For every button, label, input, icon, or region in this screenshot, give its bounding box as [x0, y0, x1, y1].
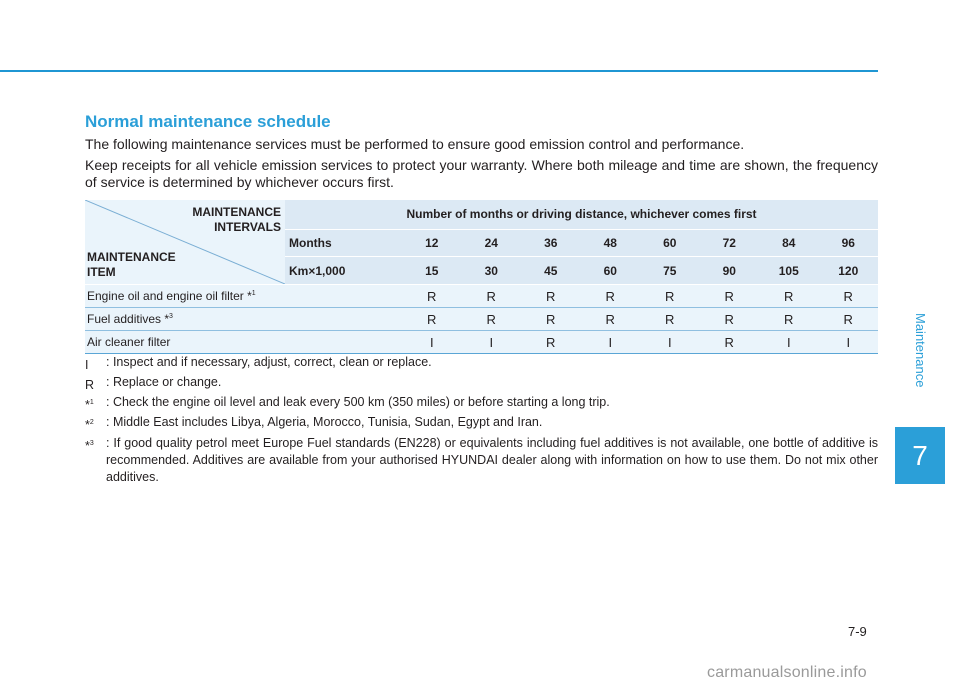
months-label: Months [289, 236, 332, 250]
service-action-cell: R [462, 308, 522, 331]
service-action-cell: I [819, 331, 879, 354]
legend-key: *$^2$ [85, 418, 94, 433]
chapter-tab: 7 [895, 427, 945, 484]
maintenance-schedule-table [85, 200, 878, 354]
item-name: Fuel additives *$^3$ [85, 308, 402, 331]
legend-key: *$^1$ [85, 398, 94, 413]
legend-key: R [85, 378, 95, 393]
chapter-label: Maintenance [913, 313, 928, 388]
km-value: 75 [663, 263, 677, 278]
months-value: 72 [722, 236, 736, 250]
service-action-cell: R [402, 285, 462, 308]
service-action-cell: R [521, 308, 581, 331]
km-value: 105 [778, 263, 799, 278]
service-action-cell: R [581, 308, 641, 331]
legend-text: : Check the engine oil level and leak every 500 km (350 miles) or before starting a long trip. [106, 395, 610, 410]
watermark: carmanualsonline.info [707, 664, 867, 681]
intro-text [85, 136, 878, 195]
km-value: 60 [603, 263, 617, 278]
service-action-cell: I [581, 331, 641, 354]
km-value: 90 [722, 263, 736, 278]
legend-note [85, 435, 878, 486]
service-action-cell: R [700, 331, 760, 354]
intro-paragraph-1: The following maintenance services must be performed to ensure good emission control and performance. [85, 136, 745, 152]
service-action-cell: R [521, 285, 581, 308]
months-value: 24 [484, 236, 498, 250]
service-action-cell: R [819, 285, 879, 308]
interval-span-header: Number of months or driving distance, whichever comes first [285, 200, 878, 229]
top-rule [0, 70, 878, 72]
legend-note [85, 414, 878, 434]
corner-label-intervals [192, 205, 281, 235]
item-name: Engine oil and engine oil filter *$^1$ [85, 285, 402, 308]
service-action-cell: I [462, 331, 522, 354]
section-title: Normal maintenance schedule [85, 112, 331, 131]
legend-key: I [85, 358, 89, 373]
legend-key: *$^3$ [85, 438, 94, 453]
intro-paragraph-2: Keep receipts for all vehicle emission services to protect your warranty. Where both mileage and time are shown, the frequency of service is determined by whichever occurs first. [85, 157, 878, 190]
legend-notes [85, 354, 878, 486]
months-value: 12 [425, 236, 439, 250]
months-value: 36 [544, 236, 558, 250]
legend-note [85, 394, 878, 414]
legend-text: : If good quality petrol meet Europe Fuel standards (EN228) or equivalents including fuel additives is not available, one bottle of additive is recommended. Additives are available from your authorised HYUNDAI dealer along with information on how to use them. Do not mix other additives. [106, 435, 878, 484]
corner-item-line-1: MAINTENANCE [87, 250, 176, 264]
table-row [85, 331, 878, 354]
corner-label-item [87, 250, 176, 280]
km-label: Km×1,000 [289, 263, 346, 278]
service-action-cell: R [700, 308, 760, 331]
table-row [85, 308, 878, 331]
service-action-cell: I [402, 331, 462, 354]
table-row [85, 285, 878, 308]
months-value: 48 [603, 236, 617, 250]
service-action-cell: R [640, 308, 700, 331]
km-value: 45 [544, 263, 558, 278]
corner-intervals-line-1: MAINTENANCE [192, 205, 281, 219]
page-number: 7-9 [848, 624, 867, 639]
legend-text: : Middle East includes Libya, Algeria, Morocco, Tunisia, Sudan, Egypt and Iran. [106, 415, 543, 430]
item-name: Air cleaner filter [85, 331, 402, 354]
service-action-cell: R [402, 308, 462, 331]
legend-note [85, 354, 878, 374]
service-action-cell: R [521, 331, 581, 354]
months-value: 60 [663, 236, 677, 250]
service-action-cell: R [462, 285, 522, 308]
service-action-cell: R [759, 308, 819, 331]
legend-text: : Replace or change. [106, 375, 222, 390]
km-value: 30 [484, 263, 498, 278]
km-value: 120 [838, 263, 859, 278]
legend-text: : Inspect and if necessary, adjust, correct, clean or replace. [106, 355, 432, 369]
corner-intervals-line-2: INTERVALS [214, 220, 281, 234]
service-action-cell: R [759, 285, 819, 308]
service-action-cell: R [581, 285, 641, 308]
months-value: 84 [782, 236, 796, 250]
service-action-cell: I [640, 331, 700, 354]
legend-note [85, 374, 878, 394]
service-action-cell: I [759, 331, 819, 354]
corner-item-line-2: ITEM [87, 265, 116, 279]
service-action-cell: R [640, 285, 700, 308]
service-action-cell: R [700, 285, 760, 308]
service-action-cell: R [819, 308, 879, 331]
km-value: 15 [425, 263, 439, 278]
table-corner-cell [85, 200, 285, 285]
months-value: 96 [841, 236, 855, 250]
